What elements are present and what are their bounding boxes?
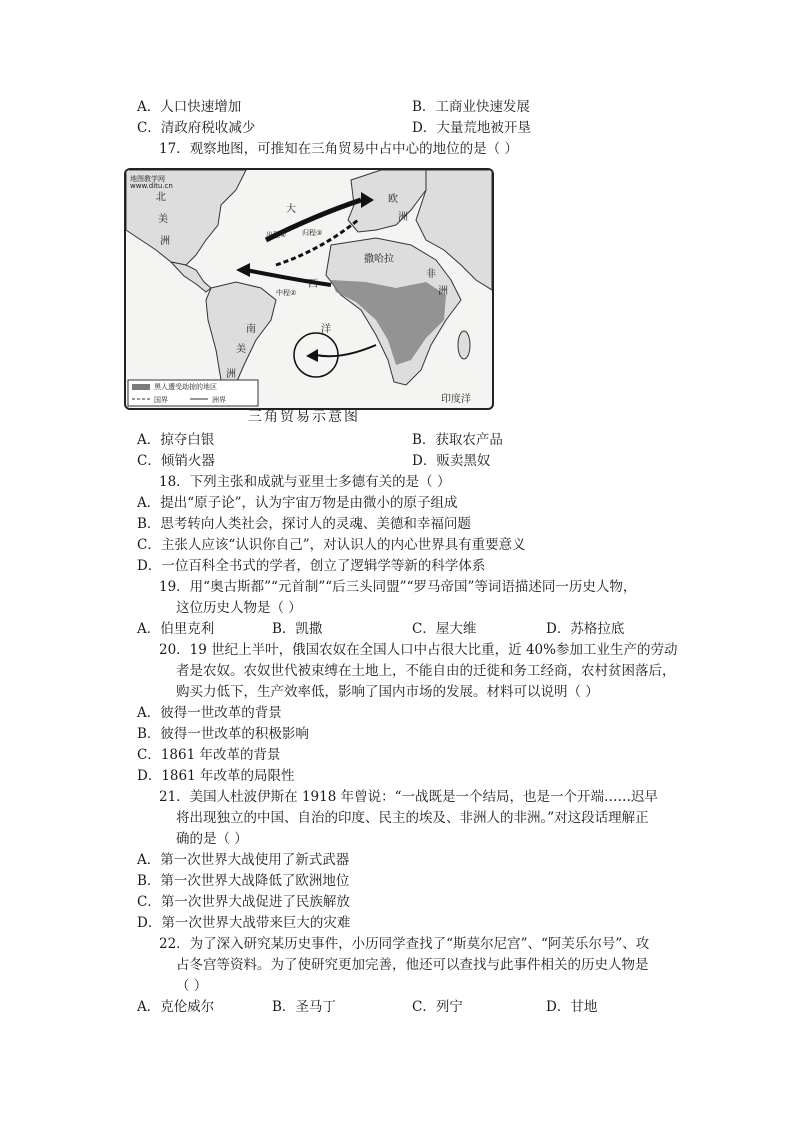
option-letter: C．	[412, 621, 436, 637]
label-mei-na: 美	[158, 214, 168, 225]
label-zhou-eu: 洲	[398, 212, 408, 223]
option-letter: A．	[137, 705, 161, 721]
q18-option-d[interactable]	[137, 556, 485, 576]
label-route-outward: 出程①	[266, 231, 287, 239]
option-text: 大量荒地被开垦	[436, 120, 531, 136]
q21-option-c[interactable]	[137, 892, 350, 912]
option-letter: D．	[137, 558, 162, 574]
option-letter: B．	[272, 621, 296, 637]
q18-option-a[interactable]	[137, 493, 458, 513]
option-text: 一位百科全书式的学者，创立了逻辑学等新的科学体系	[161, 558, 486, 574]
legend-swatch-raided	[132, 384, 150, 390]
label-ou: 欧	[388, 194, 398, 205]
option-text: 1861 年改革的局限性	[161, 768, 295, 784]
q21-option-a[interactable]	[137, 850, 349, 870]
option-text: 圣马丁	[295, 999, 336, 1015]
option-letter: B．	[137, 873, 161, 889]
q17-option-a[interactable]	[137, 430, 214, 450]
option-text: 工商业快速发展	[435, 99, 530, 115]
q18-option-b[interactable]	[137, 514, 471, 534]
label-sahara: 撒哈拉	[364, 254, 394, 265]
option-text: 凯撒	[295, 621, 323, 637]
q20-option-a[interactable]	[137, 703, 282, 723]
route-middle	[246, 270, 331, 285]
option-text: 彼得一世改革的背景	[160, 705, 282, 721]
option-letter: B．	[412, 432, 436, 448]
q22-option-a[interactable]	[137, 997, 214, 1017]
q17-option-d[interactable]	[412, 451, 490, 471]
option-text: 1861 年改革的背景	[160, 747, 281, 763]
label-xi: 西	[308, 279, 318, 290]
q20-option-d[interactable]	[137, 766, 294, 786]
option-text: 苏格拉底	[570, 621, 625, 637]
option-text: 甘地	[570, 999, 598, 1015]
q22-stem-line3: （ ）	[176, 978, 208, 994]
q16-option-b[interactable]	[412, 97, 530, 117]
option-letter: D．	[412, 453, 437, 469]
q17-option-b[interactable]	[412, 430, 503, 450]
map-logo-line2: www.ditu.cn	[130, 182, 173, 190]
option-text: 伯里克利	[160, 621, 215, 637]
label-zhou-na: 洲	[160, 236, 170, 247]
q21-stem-line3: 确的是（ ）	[176, 831, 248, 847]
q18-option-c[interactable]	[137, 535, 526, 555]
label-nan: 南	[246, 324, 256, 335]
q19-option-c[interactable]	[412, 619, 476, 639]
option-letter: C．	[137, 120, 161, 136]
option-text: 第一次世界大战带来巨大的灾难	[161, 915, 351, 931]
q20-option-c[interactable]	[137, 745, 281, 765]
option-letter: A．	[137, 999, 161, 1015]
q19-stem-line2: 这位历史人物是（ ）	[176, 600, 302, 616]
route-cape-arrowhead	[306, 349, 318, 362]
q22-stem-line2: 占冬宫等资料。为了使研究更加完善，他还可以查找与此事件相关的历史人物是	[176, 957, 649, 973]
label-route-return: 归程③	[302, 229, 323, 237]
q16-option-a[interactable]	[137, 97, 241, 117]
map-caption: 三角贸易示意图	[248, 409, 360, 425]
q16-option-d[interactable]	[412, 118, 531, 138]
q17-stem: 17．观察地图，可推知在三角贸易中占中心的地位的是（ ）	[159, 141, 518, 157]
option-text: 彼得一世改革的积极影响	[160, 726, 309, 742]
option-letter: D．	[412, 120, 437, 136]
q20-stem-line2: 者是农奴。农奴世代被束缚在土地上，不能自由的迁徙和务工经商，农村贫困落后，	[176, 663, 676, 679]
madagascar-shape	[458, 331, 470, 359]
q22-stem-line1: 22．为了深入研究某历史事件，小历同学查找了“斯莫尔尼宫”、“阿芙乐尔号”、攻	[159, 936, 650, 952]
option-text: 第一次世界大战促进了民族解放	[160, 894, 350, 910]
option-text: 提出“原子论”，认为宇宙万物是由微小的原子组成	[160, 495, 458, 511]
label-zhou-sa: 洲	[226, 369, 236, 380]
label-bei: 北	[156, 192, 166, 203]
q20-stem-line1: 20．19 世纪上半叶，俄国农奴在全国人口中占很大比重，近 40%参加工业生产的劳动	[159, 642, 678, 658]
option-letter: A．	[137, 432, 161, 448]
option-text: 屋大维	[435, 621, 477, 637]
option-letter: A．	[137, 852, 161, 868]
q21-option-b[interactable]	[137, 871, 349, 891]
q22-option-c[interactable]	[412, 997, 463, 1017]
q21-option-d[interactable]	[137, 913, 350, 933]
option-letter: C．	[412, 999, 436, 1015]
map-logo-line1: 地图教学网	[130, 175, 165, 183]
label-route-middle: 中程②	[276, 289, 297, 297]
option-letter: A．	[137, 99, 161, 115]
option-text: 第一次世界大战使用了新式武器	[160, 852, 350, 868]
option-text: 人口快速增加	[160, 99, 242, 115]
q20-stem-line3: 购买力低下，生产效率低，影响了国内市场的发展。材料可以说明（ ）	[176, 684, 599, 700]
q16-option-c[interactable]	[137, 118, 255, 138]
legend-label-continent: 洲界	[212, 396, 226, 404]
option-text: 第一次世界大战降低了欧洲地位	[160, 873, 350, 889]
q19-option-b[interactable]	[272, 619, 322, 639]
option-letter: B．	[137, 516, 161, 532]
option-letter: C．	[137, 747, 161, 763]
option-letter: B．	[272, 999, 296, 1015]
option-letter: C．	[137, 894, 161, 910]
option-letter: A．	[137, 621, 161, 637]
option-letter: C．	[137, 537, 161, 553]
q21-stem-line2: 将出现独立的中国、自治的印度、民主的埃及、非洲人的非洲。”对这段话理解正	[176, 810, 649, 826]
q17-option-c[interactable]	[137, 451, 215, 471]
legend-label-raided: 黑人遭受劫掠的地区	[154, 383, 217, 391]
q22-option-b[interactable]	[272, 997, 336, 1017]
triangle-trade-map	[124, 168, 494, 410]
q19-option-a[interactable]	[137, 619, 214, 639]
option-letter: C．	[137, 453, 161, 469]
label-da: 大	[286, 204, 296, 215]
option-letter: D．	[137, 915, 162, 931]
option-text: 获取农产品	[435, 432, 503, 448]
q22-option-d[interactable]	[546, 997, 597, 1017]
label-mei-sa: 美	[236, 344, 246, 355]
option-letter: A．	[137, 495, 161, 511]
option-text: 掠夺白银	[160, 432, 215, 448]
q19-stem-line1: 19．用“奥古斯都”“元首制”“后三头同盟”“罗马帝国”等词语描述同一历史人物，	[159, 579, 637, 595]
option-text: 清政府税收减少	[160, 120, 256, 136]
option-text: 列宁	[435, 999, 463, 1015]
label-indian-ocean: 印度洋	[441, 394, 471, 405]
q18-stem: 18．下列主张和成就与亚里士多德有关的是（ ）	[159, 474, 451, 490]
label-zhou-af: 洲	[438, 286, 448, 297]
route-cape	[316, 345, 376, 356]
option-text: 贩卖黑奴	[436, 453, 491, 469]
option-letter: B．	[412, 99, 436, 115]
legend-label-border: 国界	[154, 396, 168, 404]
option-letter: D．	[546, 621, 571, 637]
label-fei: 非	[426, 269, 436, 280]
q20-option-b[interactable]	[137, 724, 309, 744]
option-text: 倾销火器	[160, 453, 215, 469]
q19-option-d[interactable]	[546, 619, 624, 639]
option-letter: B．	[137, 726, 161, 742]
route-middle-arrowhead	[236, 263, 250, 277]
option-letter: D．	[137, 768, 162, 784]
q21-stem-line1: 21．美国人杜波伊斯在 1918 年曾说：“一战既是一个结局，也是一个开端……迟早	[159, 789, 659, 805]
option-text: 主张人应该“认识你自己”，对认识人的内心世界具有重要意义	[160, 537, 526, 553]
option-text: 思考转向人类社会，探讨人的灵魂、美德和幸福问题	[160, 516, 471, 532]
option-letter: D．	[546, 999, 571, 1015]
central-america-shape	[171, 262, 211, 292]
option-text: 克伦威尔	[160, 999, 215, 1015]
label-yang: 洋	[321, 324, 331, 335]
